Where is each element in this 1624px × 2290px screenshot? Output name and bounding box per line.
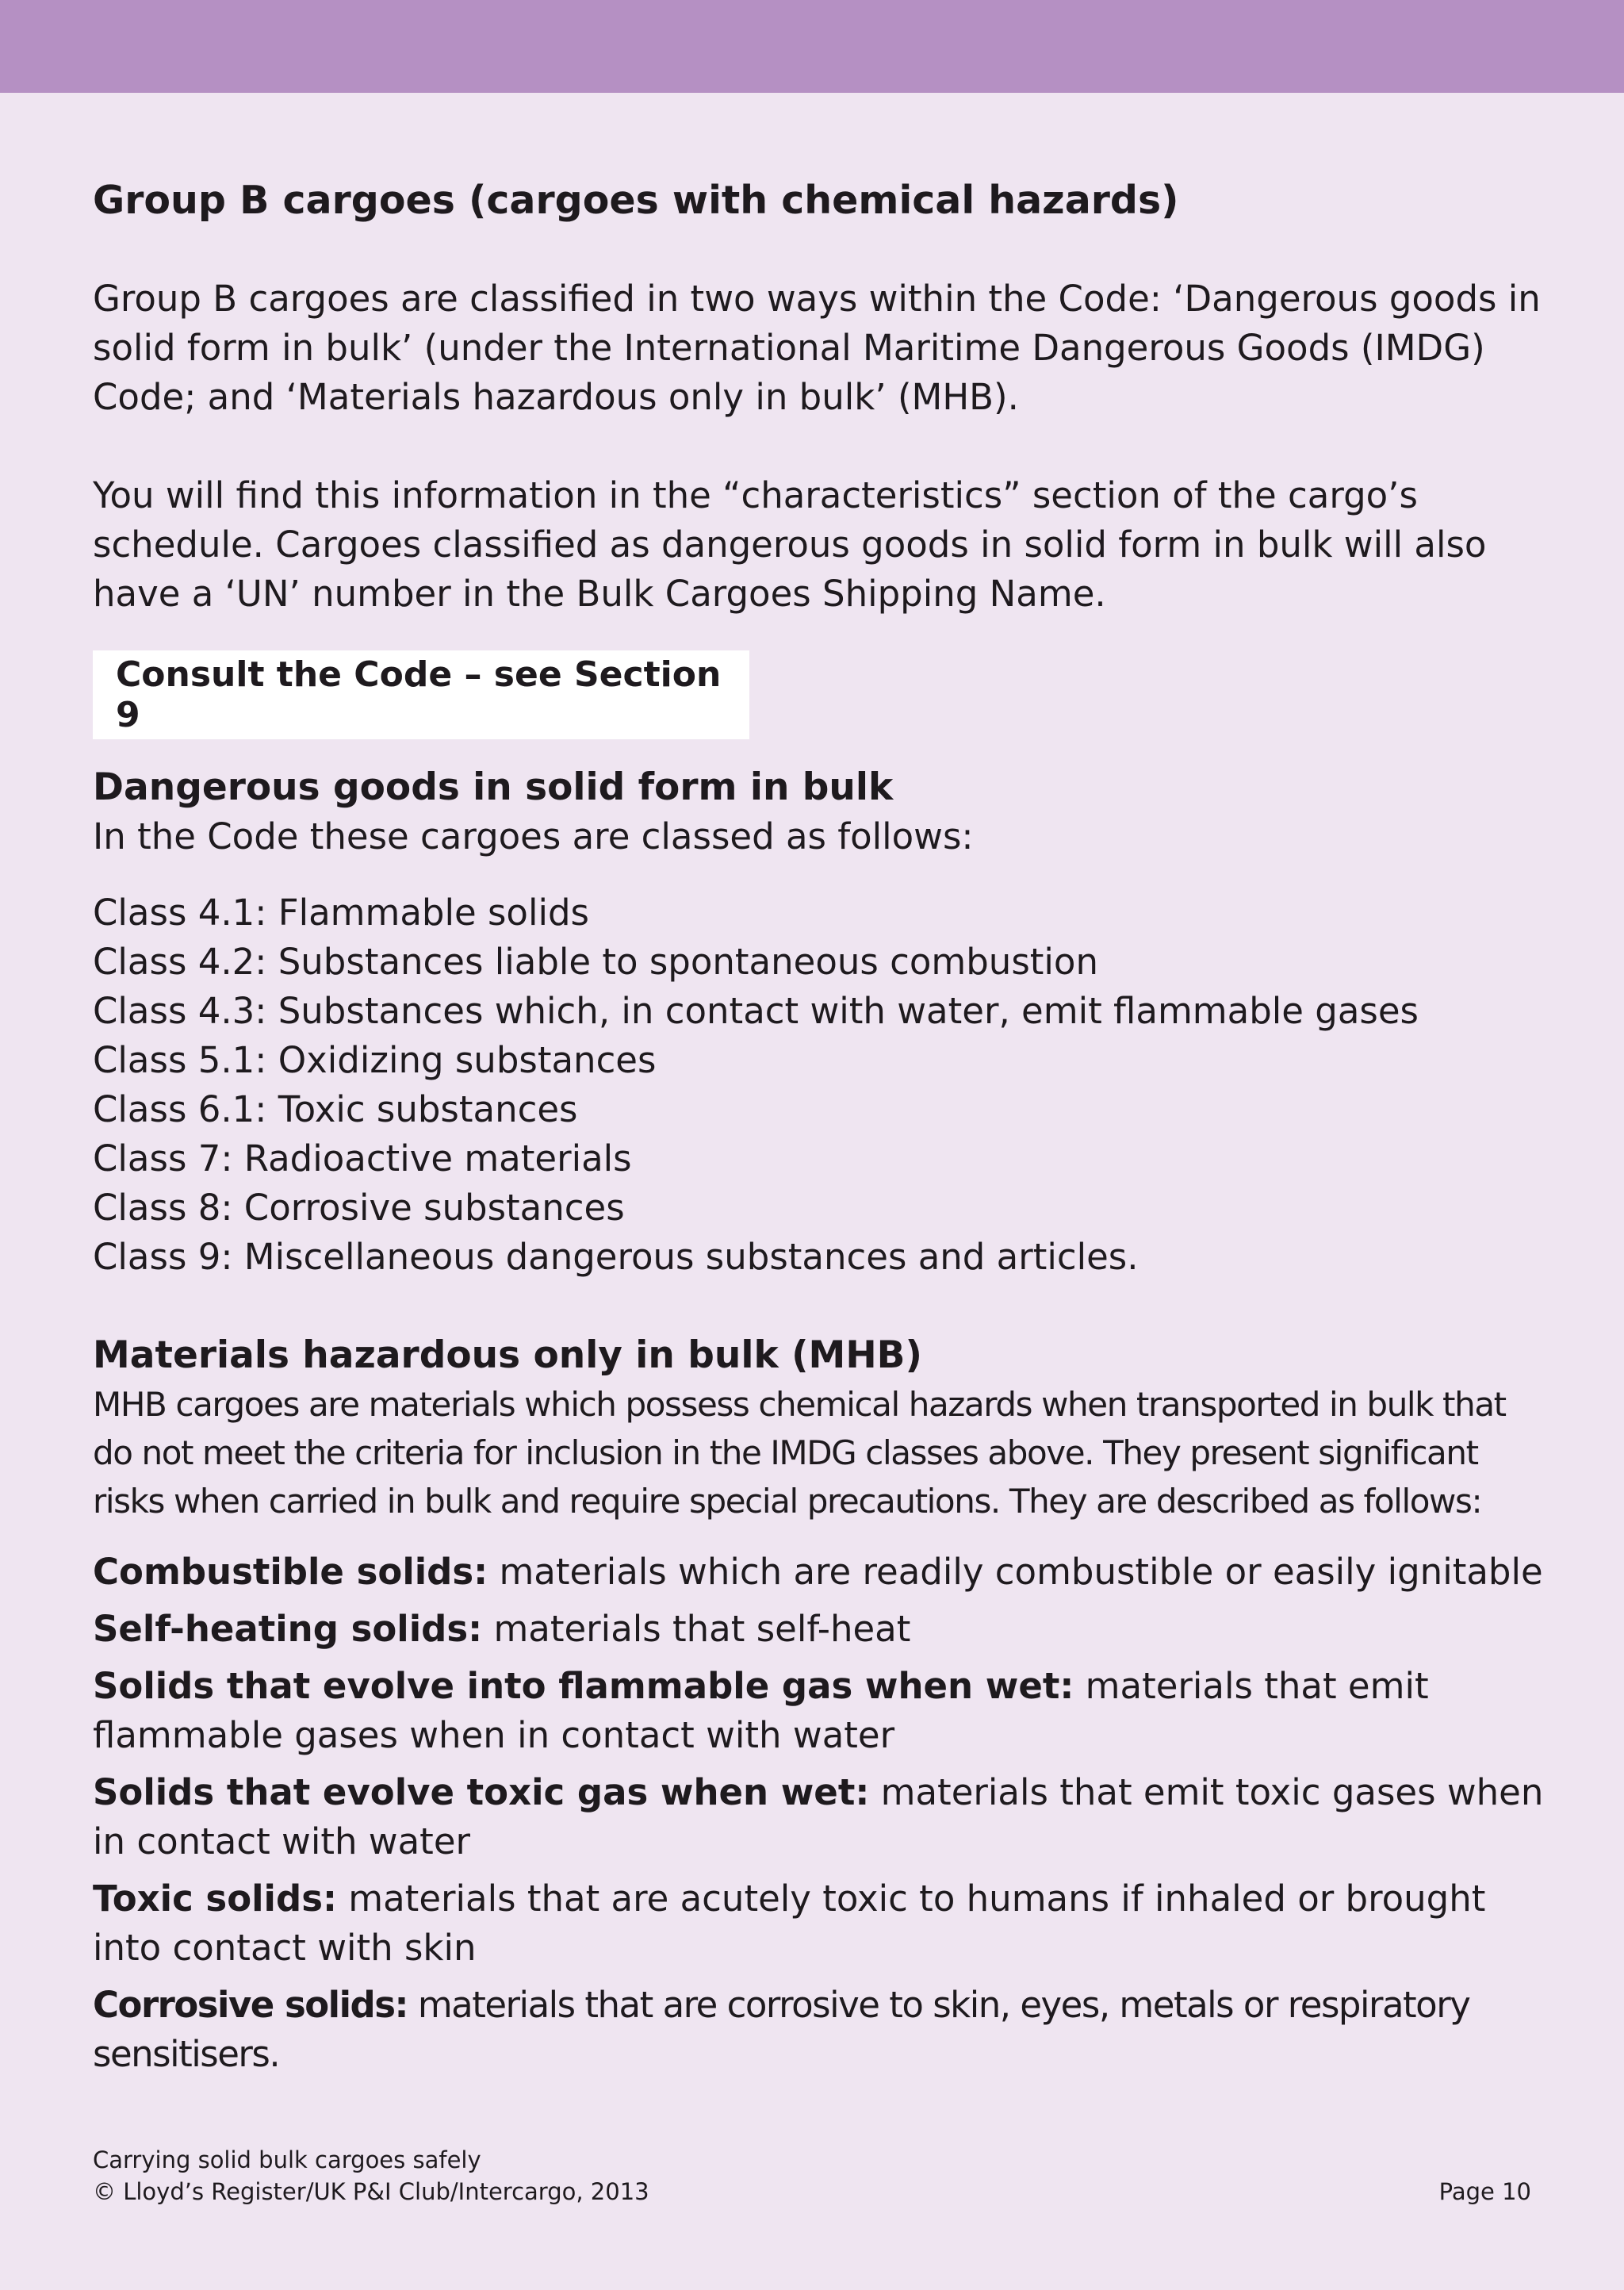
list-item: Class 4.1: Flammable solids (93, 892, 589, 934)
mhb-term: Solids that evolve into flammable gas when wet: (93, 1665, 1074, 1707)
dangerous-goods-class-list (93, 888, 1544, 1282)
page-number: Page 10 (1438, 2178, 1531, 2205)
mhb-item-corrosive (93, 1981, 1544, 2079)
page-content (93, 176, 1544, 2087)
mhb-term: Solids that evolve toxic gas when wet: (93, 1771, 870, 1813)
consult-code-callout (93, 650, 749, 739)
list-item: Class 5.1: Oxidizing substances (93, 1039, 657, 1081)
list-item: Class 4.2: Substances liable to spontaneous combustion (93, 941, 1098, 983)
copyright-notice: © Lloyd’s Register/UK P&I Club/Intercargo, 2013 (93, 2178, 649, 2205)
mhb-description: MHB cargoes are materials which possess chemical hazards when transported in bulk that do not meet the criteria for inclusion in the IMDG classes above. They present significant risks when carried in bulk and require special precautions. They are described as follows: (93, 1385, 1506, 1521)
mhb-term: Combustible solids: (93, 1551, 488, 1593)
mhb-definition: materials that are acutely toxic to humans if inhaled or brought into contact with skin (93, 1878, 1486, 1969)
section-title: Group B cargoes (cargoes with chemical hazards) (93, 178, 1179, 223)
publication-title: Carrying solid bulk cargoes safely (93, 2146, 481, 2173)
mhb-item-toxic-solids (93, 1874, 1544, 1973)
header-band (0, 0, 1624, 93)
mhb-term: Self-heating solids: (93, 1608, 483, 1650)
mhb-term: Toxic solids: (93, 1878, 337, 1920)
list-item: Class 8: Corrosive substances (93, 1187, 625, 1229)
mhb-definition: materials that are corrosive to skin, eyes, metals or respiratory sensitisers. (93, 1984, 1470, 2075)
mhb-item-flammable-gas (93, 1662, 1544, 1760)
mhb-item-toxic-gas (93, 1768, 1544, 1866)
list-item: Class 9: Miscellaneous dangerous substances and articles. (93, 1236, 1139, 1278)
mhb-term: Corrosive solids: (93, 1984, 408, 2026)
mhb-definition: materials that emit toxic gases when in contact with water (93, 1771, 1544, 1862)
dangerous-goods-description: In the Code these cargoes are classed as follows: (93, 815, 974, 857)
list-item: Class 7: Radioactive materials (93, 1137, 632, 1180)
info-paragraph: You will find this information in the “characteristics” section of the cargo’s schedule. Cargoes classified as dangerous goods in solid form in bulk will also have a ‘UN’ number in the Bulk Cargoes Shipping Name. (93, 474, 1487, 615)
mhb-list (93, 1548, 1544, 2079)
dangerous-goods-title: Dangerous goods in solid form in bulk (93, 765, 894, 809)
callout-text: Consult the Code – see Section 9 (116, 654, 722, 735)
footer-publication-info (93, 2144, 649, 2208)
mhb-definition: materials that self-heat (482, 1608, 911, 1650)
mhb-item-combustible (93, 1548, 1544, 1597)
mhb-title: Materials hazardous only in bulk (MHB) (93, 1333, 922, 1377)
intro-paragraph: Group B cargoes are classified in two ways within the Code: ‘Dangerous goods in solid form in bulk’ (under the International Maritime Dangerous Goods (IMDG) Code; and ‘Materials hazardous only in bulk’ (MHB). (93, 278, 1541, 418)
mhb-definition: materials that emit flammable gases when in contact with water (93, 1665, 1429, 1756)
mhb-definition: materials which are readily combustible or easily ignitable (488, 1551, 1543, 1593)
list-item: Class 4.3: Substances which, in contact with water, emit flammable gases (93, 990, 1419, 1032)
list-item: Class 6.1: Toxic substances (93, 1088, 578, 1130)
mhb-item-self-heating (93, 1605, 1544, 1654)
